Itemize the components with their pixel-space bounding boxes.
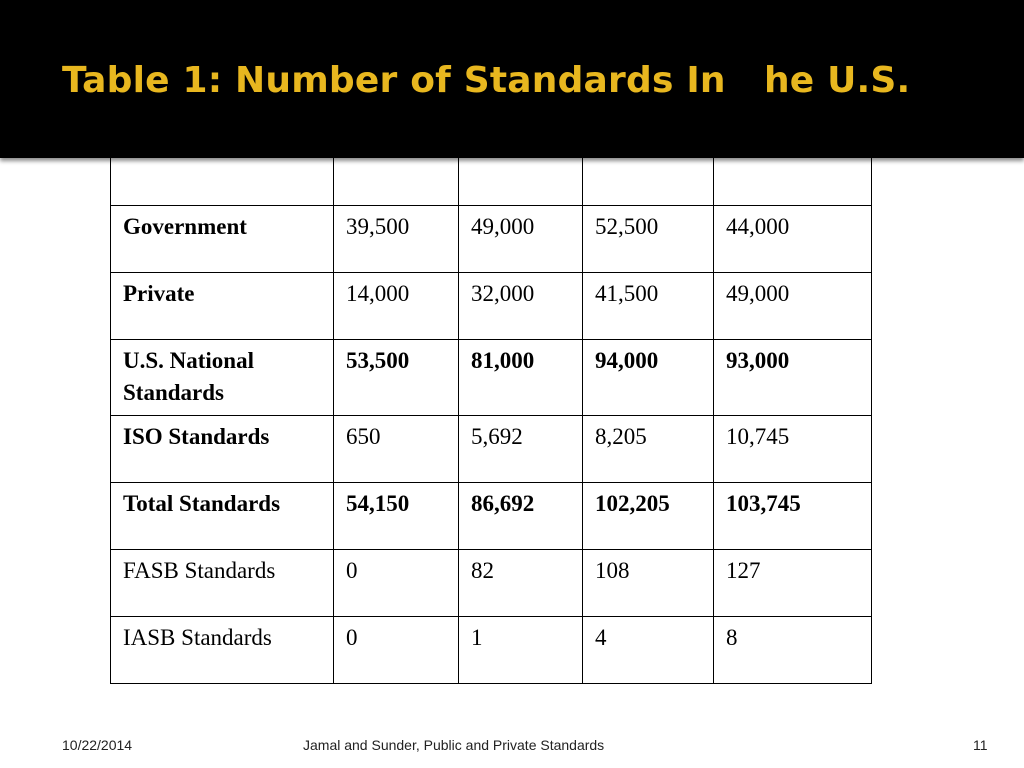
table-cell: 8 xyxy=(714,617,872,684)
table-cell: 127 xyxy=(714,550,872,617)
table-cell: 14,000 xyxy=(334,273,459,340)
table-cell: 53,500 xyxy=(334,340,459,416)
table-cell: 39,500 xyxy=(334,206,459,273)
table-cell: 82 xyxy=(459,550,583,617)
table-cell: 650 xyxy=(334,416,459,483)
page-number: 11 xyxy=(973,737,988,753)
row-label-private: Private xyxy=(111,273,334,340)
row-label-iasb: IASB Standards xyxy=(111,617,334,684)
table-cell: 94,000 xyxy=(583,340,714,416)
table-cell: 0 xyxy=(334,550,459,617)
table-row xyxy=(111,340,872,416)
table-row xyxy=(111,483,872,550)
table-cell: 93,000 xyxy=(714,340,872,416)
table-cell: 0 xyxy=(334,617,459,684)
footer-date: 10/22/2014 xyxy=(62,737,133,753)
table-cell: 102,205 xyxy=(583,483,714,550)
table-cell: 4 xyxy=(583,617,714,684)
table-row xyxy=(111,416,872,483)
table-cell: 81,000 xyxy=(459,340,583,416)
table-cell: 8,205 xyxy=(583,416,714,483)
table-cell: 10,745 xyxy=(714,416,872,483)
row-label-fasb: FASB Standards xyxy=(111,550,334,617)
table-row xyxy=(111,273,872,340)
table-cell: 5,692 xyxy=(459,416,583,483)
footer-citation: Jamal and Sunder, Public and Private Standards xyxy=(303,737,605,753)
slide-title: Table 1: Number of Standards In he U.S. xyxy=(62,60,911,101)
table-row xyxy=(111,206,872,273)
table-cell: 1 xyxy=(459,617,583,684)
table-cell: 108 xyxy=(583,550,714,617)
table-cell: 41,500 xyxy=(583,273,714,340)
table-cell: 103,745 xyxy=(714,483,872,550)
title-bar xyxy=(0,0,1024,158)
row-label-us-national: U.S. National Standards xyxy=(111,340,334,416)
table-cell: 32,000 xyxy=(459,273,583,340)
table-cell: 49,000 xyxy=(459,206,583,273)
standards-table xyxy=(110,120,872,684)
table-cell: 44,000 xyxy=(714,206,872,273)
row-label-total: Total Standards xyxy=(111,483,334,550)
row-label-government: Government xyxy=(111,206,334,273)
table-cell: 86,692 xyxy=(459,483,583,550)
table-row xyxy=(111,617,872,684)
table-row xyxy=(111,550,872,617)
table-cell: 54,150 xyxy=(334,483,459,550)
table-cell: 52,500 xyxy=(583,206,714,273)
table-cell: 49,000 xyxy=(714,273,872,340)
row-label-iso: ISO Standards xyxy=(111,416,334,483)
